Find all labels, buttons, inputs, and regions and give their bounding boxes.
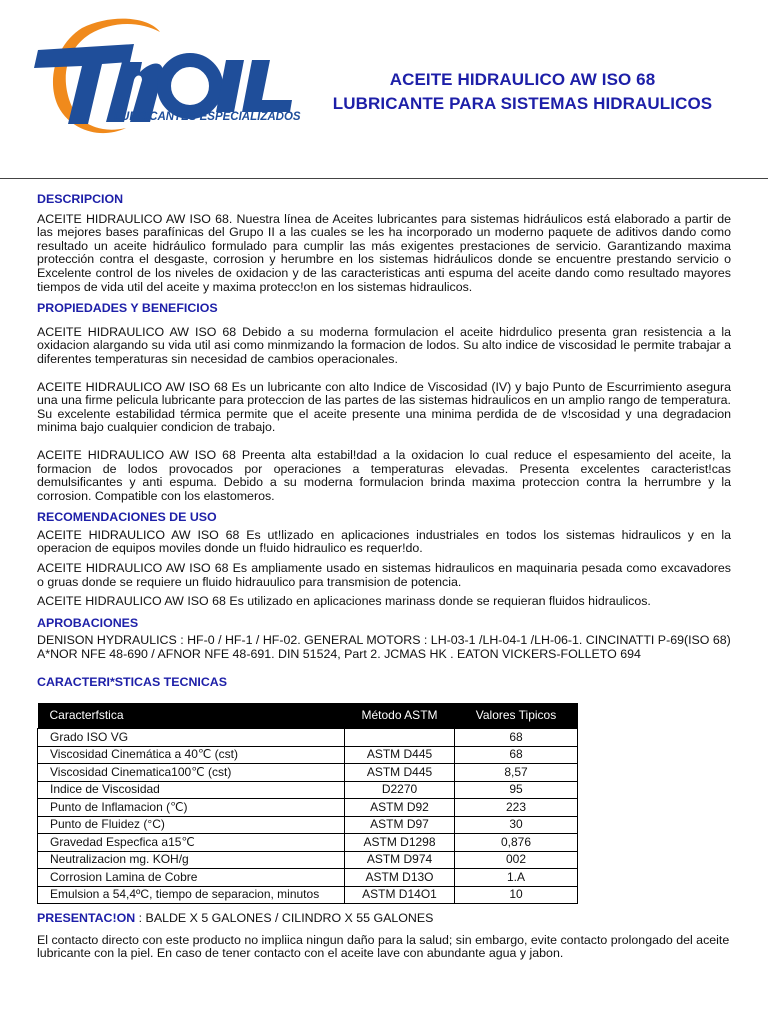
cell-caracteristica: Grado ISO VG [38,729,345,747]
cell-metodo: ASTM D445 [345,764,455,782]
cell-valor: 68 [455,729,578,747]
troil-logo [30,10,300,140]
column-header-valores: Valores Tipicos [455,703,578,729]
cell-metodo: D2270 [345,781,455,799]
cell-caracteristica: Neutralizacion mg. KOH/g [38,851,345,869]
document-body [37,193,731,961]
table-header-row [38,703,578,729]
table-row [38,799,578,817]
technical-specs-table [37,703,578,904]
table-row [38,781,578,799]
presentacion-text: : BALDE X 5 GALONES / CILINDRO X 55 GALONES [138,911,434,926]
section-heading-propiedades: PROPIEDADES Y BENEFICIOS [37,301,218,316]
cell-valor: 95 [455,781,578,799]
table-row [38,746,578,764]
table-row [38,834,578,852]
cell-metodo: ASTM D1298 [345,834,455,852]
cell-valor: 1.A [455,869,578,887]
recomendaciones-paragraph-1: ACEITE HIDRAULICO AW ISO 68 Es ut!lizado en aplicaciones industriales en todos los sistemas hidraulicos y en la operacion de equipos moviles donde un f!uido hidraulico es requer!do. [37,527,731,556]
table-row [38,729,578,747]
cell-metodo: ASTM D14O1 [345,886,455,904]
document-titles [300,68,745,116]
table-row [38,869,578,887]
cell-valor: 10 [455,886,578,904]
recomendaciones-paragraph-3: ACEITE HIDRAULICO AW ISO 68 Es utilizado en aplicaciones marinass donde se requieran fluidos hidraulicos. [37,594,651,609]
header-divider [0,178,768,179]
cell-caracteristica: Indice de Viscosidad [38,781,345,799]
propiedades-paragraph-2: ACEITE HIDRAULICO AW ISO 68 Es un lubricante con alto Indice de Viscosidad (IV) y bajo Punto de Escurrimiento asegura una una firme pelicula lubricante para proteccion de las partes de las sistemas hidraulicos en un amplio rango de temperatura. Su excelente estabilidad térmica permite que el aceite presente una minima perdida de de v!scosidad y una degradacion minima bajo cualquier condicion de trabajo. [37,379,731,435]
cell-metodo: ASTM D13O [345,869,455,887]
cell-valor: 68 [455,746,578,764]
table-row [38,851,578,869]
cell-metodo: ASTM D92 [345,799,455,817]
cell-valor: 0,876 [455,834,578,852]
recomendaciones-paragraph-2: ACEITE HIDRAULICO AW ISO 68 Es ampliamente usado en sistemas hidraulicos en maquinaria pesada como excavadores o gruas donde se requiere un fluido hidrauulico para transmision de potencia. [37,561,731,589]
table-row [38,816,578,834]
cell-valor: 8,57 [455,764,578,782]
logo-tagline: LUBRICANTES ESPECIALIZADOS [114,111,301,123]
product-subtitle: LUBRICANTE PARA SISTEMAS HIDRAULICOS [332,94,713,113]
safety-note: El contacto directo con este producto no impliica ningun daño para la salud; sin embargo, evite contacto prolongado del aceite lubricante con la piel. En caso de tener contacto con el aceite lave con abundante agua y jabon. [37,932,730,961]
cell-metodo: ASTM D445 [345,746,455,764]
presentacion-line [37,912,731,926]
technical-specs-body [38,729,578,904]
cell-caracteristica: Corrosion Lamina de Cobre [38,869,345,887]
cell-metodo: ASTM D974 [345,851,455,869]
cell-valor: 30 [455,816,578,834]
section-heading-recomendaciones: RECOMENDACIONES DE USO [37,510,217,525]
cell-metodo: ASTM D97 [345,816,455,834]
propiedades-paragraph-1: ACEITE HIDRAULICO AW ISO 68 Debido a su moderna formulacion el aceite hidrdulico presenta gran resistencia a la oxidacion alargando su vida util asi como minmizando la formacion de lodos. Su alto indice de viscosidad le permite trabajar a diferentes temperaturas sin necesidad de cambios operacionales. [37,324,731,366]
aprobaciones-text: DENISON HYDRAULICS : HF-0 / HF-1 / HF-02. GENERAL MOTORS : LH-03-1 /LH-04-1 /LH-06-1. CINCINATTI P-69(ISO 68) A*NOR NFE 48-690 / AFNOR NFE 48-691. DIN 51524, Part 2. JCMAS HK . EATON VICKERS-FOLLETO 694 [37,633,731,662]
cell-caracteristica: Emulsion a 54,4ºC, tiempo de separacion, minutos [38,886,345,904]
propiedades-paragraph-3: ACEITE HIDRAULICO AW ISO 68 Preenta alta estabil!dad a la oxidacion lo cual reduce el espesamiento del aceite, la formacion de lodos provocados por operaciones a temperaturas elevadas. Presenta excelentes caracterist!cas demulsificantes y anti espuma. Debido a su moderna formulacion brinda maxima proteccion contra la herrumbre y la corrosion. Compatible con los elastomeros. [37,447,731,503]
section-heading-descripcion: DESCRIPCION [37,192,124,206]
column-header-caracteristica: Caracterfstica [38,703,345,729]
cell-caracteristica: Viscosidad Cinematica100℃ (cst) [38,764,345,782]
section-heading-caracteristicas: CARACTERI*STICAS TECNICAS [37,674,227,689]
descripcion-text: ACEITE HIDRAULICO AW ISO 68. Nuestra línea de Aceites lubricantes para sistemas hidráulicos está elaborado a partir de las mejores bases parafínicas del Grupo II a las cuales se les ha incorporado un moderno paquete de aditivos dando como resultado un aceite hidráulico formulado para cumplir las más exigentes prestaciones de servicio. Garantizando maxima protección contra el desgaste, corrosion y herumbre en los sistemas hidráulicos donde se encuentre prestando servicio o Excelente control de los niveles de oxidacion y de las caracteristicas anti espuma del aceite dando como resultado mayores tiempos de vida util del aceite y maxima protecc!on en los sistemas hidraulicos. [37,211,731,294]
cell-caracteristica: Punto de Fluidez (°C) [38,816,345,834]
cell-valor: 002 [455,851,578,869]
presentacion-label: PRESENTAC!ON [37,911,136,926]
cell-caracteristica: Viscosidad Cinemática a 40℃ (cst) [38,746,345,764]
column-header-metodo: Método ASTM [345,703,455,729]
cell-valor: 223 [455,799,578,817]
product-title: ACEITE HIDRAULICO AW ISO 68 [389,70,656,89]
table-row [38,886,578,904]
cell-caracteristica: Punto de Inflamacion (℃) [38,799,345,817]
cell-caracteristica: Gravedad Especfica a15℃ [38,834,345,852]
cell-metodo [345,729,455,747]
section-heading-aprobaciones: APROBACIONES [37,615,139,630]
table-row [38,764,578,782]
